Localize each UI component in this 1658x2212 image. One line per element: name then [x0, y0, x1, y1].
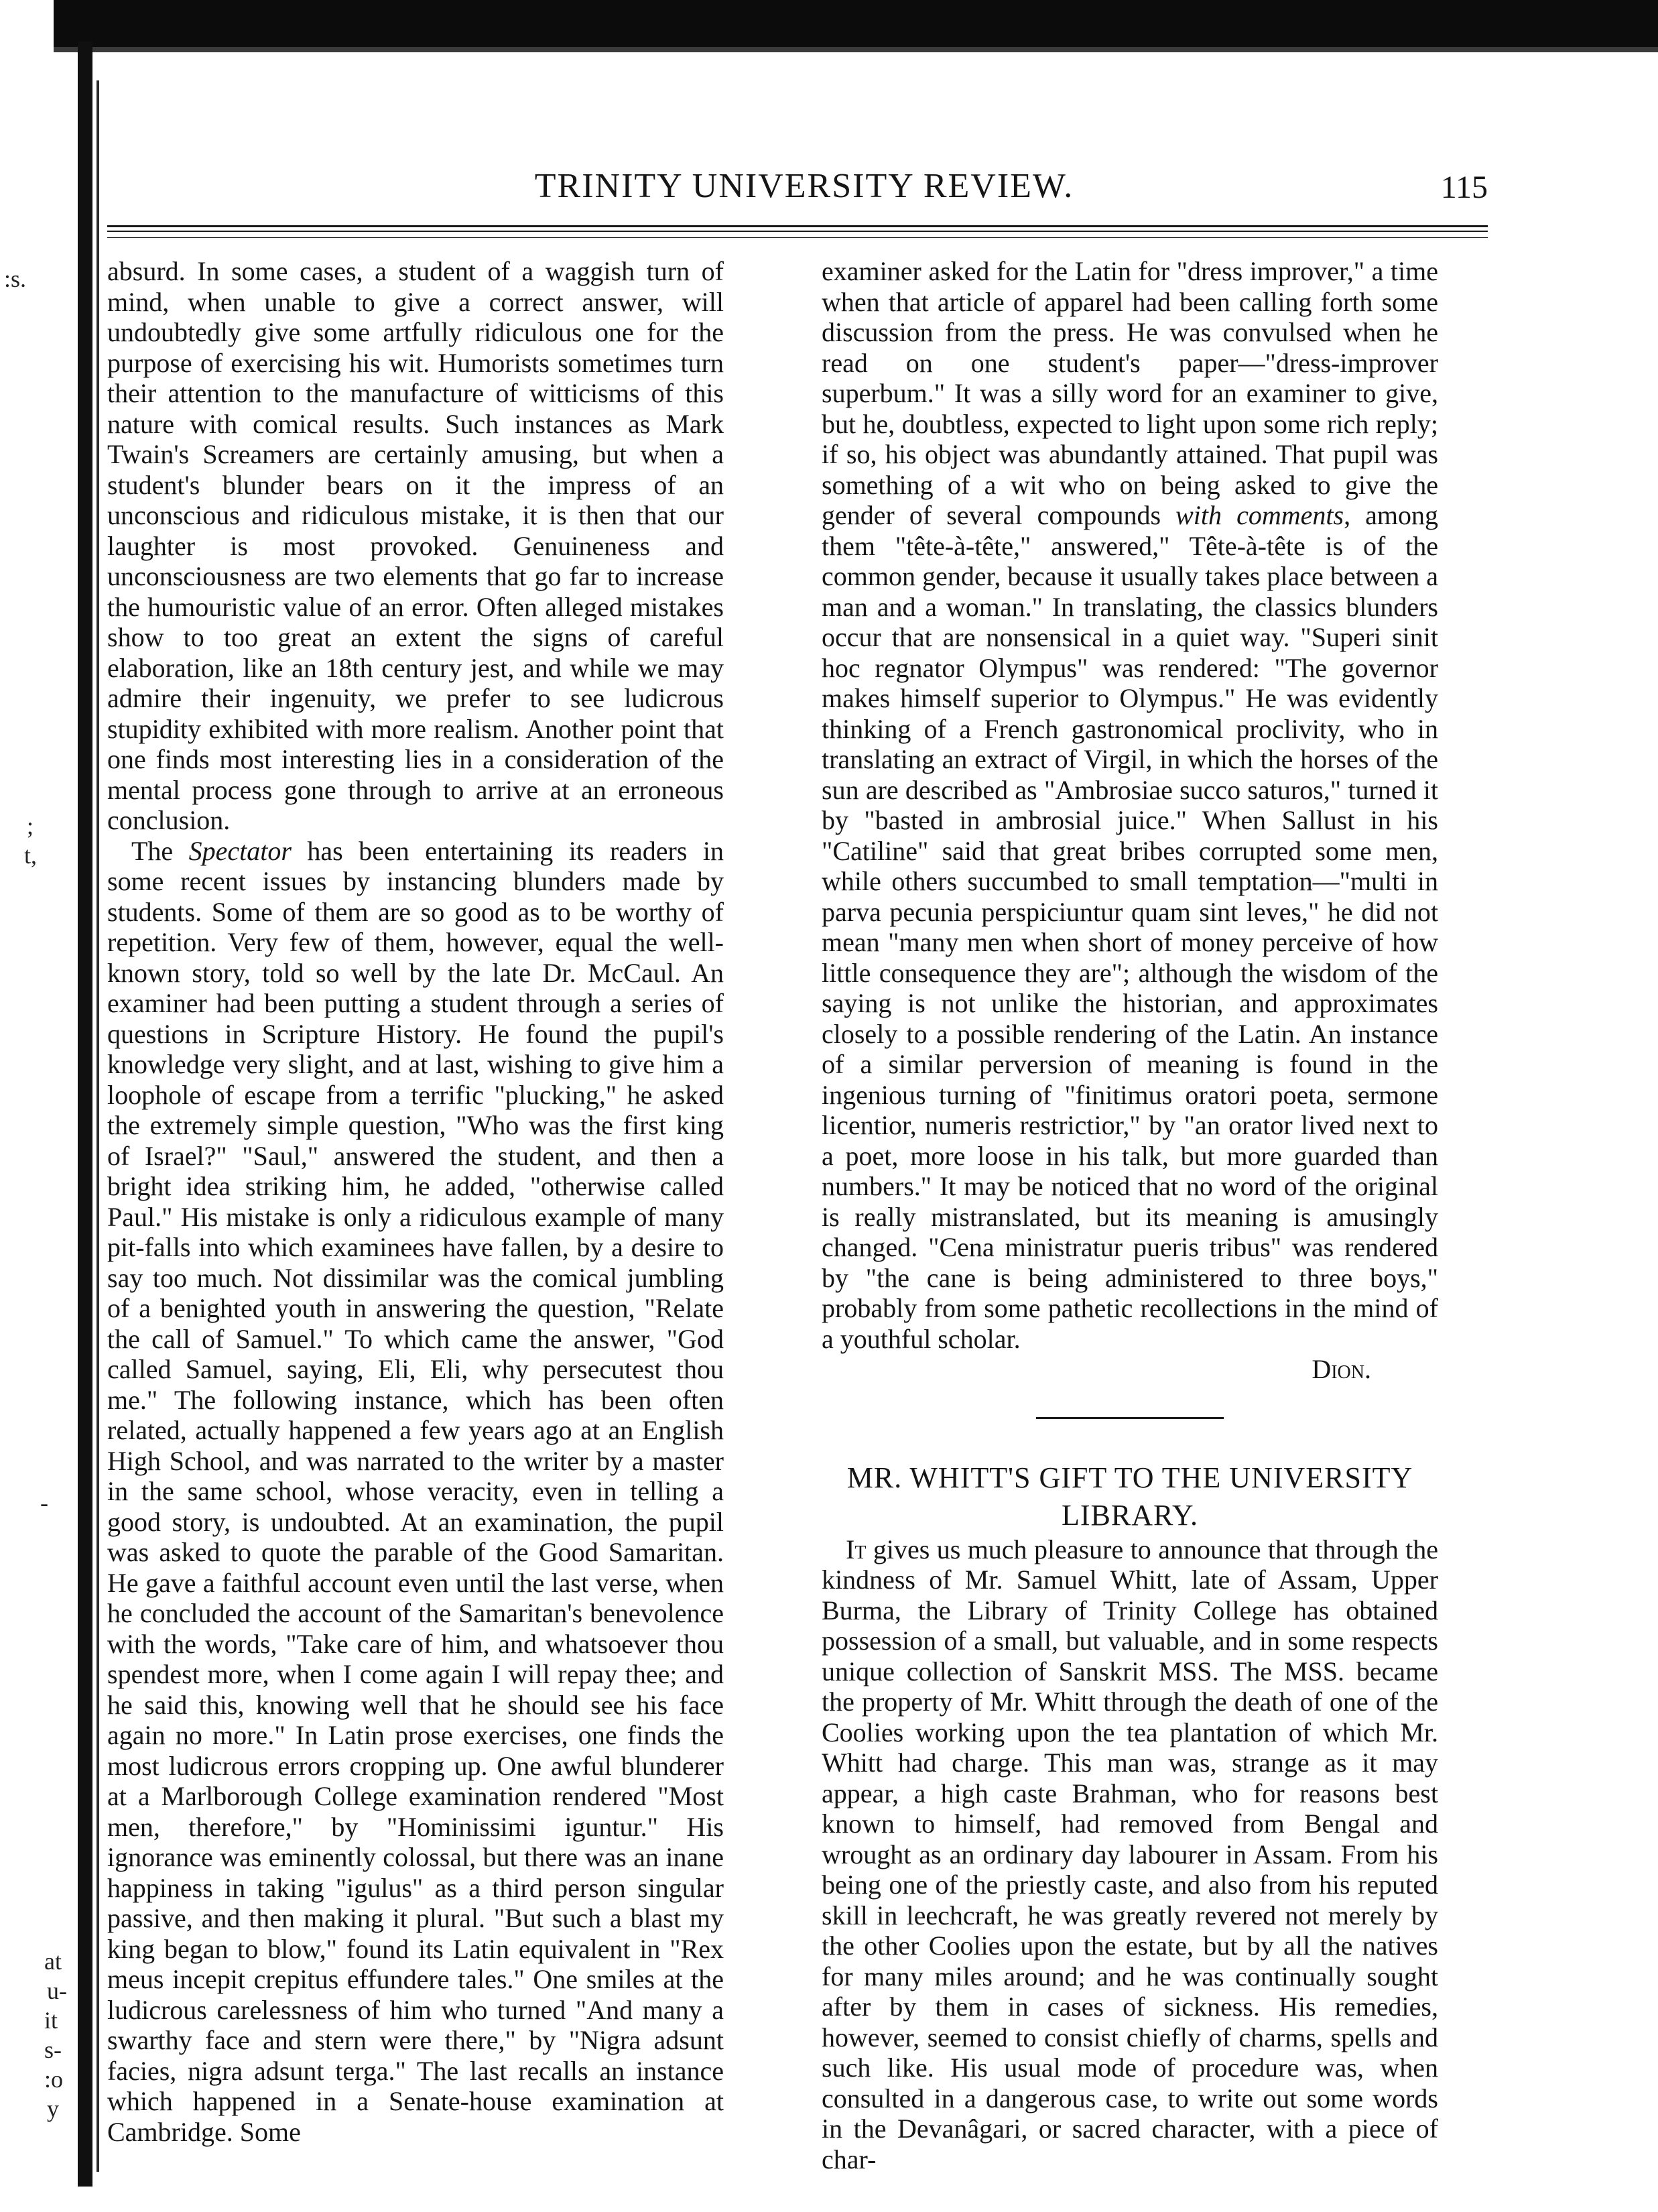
right-column	[822, 256, 1438, 2174]
margin-fragment: ;	[27, 812, 34, 839]
scan-top-edge	[54, 0, 1658, 47]
margin-fragment: it	[44, 2007, 58, 2034]
paragraph	[107, 836, 724, 2148]
margin-fragment: t,	[24, 842, 38, 869]
margin-fragment: :s.	[4, 265, 27, 292]
header-rule	[107, 225, 1488, 227]
text-run: examiner asked for the Latin for "dress improver," a time when that article of apparel had been calling forth some discussion from the press. He was convulsed when he read on one student's paper—"dress-improver superbum." It was a silly word for an examiner to give, but he, doubtless, expected to light upon some rich reply; if so, his object was abundantly attained. That pupil was something of a wit who on being asked to give the gender of several compounds	[822, 256, 1438, 530]
header-rule	[107, 231, 1488, 232]
paragraph	[822, 256, 1438, 1354]
section-divider	[1036, 1417, 1224, 1419]
text-run: has been entertaining its readers in some recent issues by instancing blunders made by students. Some of them are so good as to be worthy of repetition. Very few of them, however, equal the well-known story, told so well by the late Dr. McCaul. An examiner had been putting a student through a series of questions in Scripture History. He found the pupil's knowledge very slight, and at last, wishing to give him a loophole of escape from a terrific "plucking," he asked the extremely simple question, "Who was the first king of Israel?" "Saul," answered the student, and then a bright idea striking him, he added, "otherwise called Paul." His mistake is only a ridiculous example of many pit-falls into which examinees have fallen, by a desire to say too much. Not dissimilar was the comical jumbling of a benighted youth in answering the question, "Relate the call of Samuel." To which came the answer, "God called Samuel, saying, Eli, Eli, why persecutest thou me." The following instance, which has been often related, actually happened a few years ago at an English High School, and was narrated to the writer by a master in the same school, whose veracity, even in telling a good story, is undoubted. At an examination, the pupil was asked to quote the parable of the Good Samaritan. He gave a faithful account even until the last verse, when he concluded the account of the Samaritan's benevolence with the words, "Take care of him, and whatsoever thou spendest more, when I come again I will repay thee; and he said this, knowing well that he should see his face again no more." In Latin prose exercises, one finds the most ludicrous errors cropping up. One awful blunderer at a Marlborough College examination rendered "Most men, therefore," by "Hominissimi iguntur." His ignorance was eminently colossal, but there was an inane happiness in taking "igulus" as a third person singular passive, and then making it plural. "But such a blast my king began to blow," found its Latin equivalent in "Rex meus incepit crepitus effundere tales." One smiles at the ludicrous carelessness of him who turned "And many a swarthy face and stern were there," by "Nigra adsunt facies, nigra adsunt terga." The last recalls an instance which happened in a Senate-house examination at Cambridge. Some	[107, 835, 724, 2147]
paragraph	[822, 1534, 1438, 2175]
margin-fragment: -	[40, 1489, 48, 1516]
author-signature: Dion.	[1312, 1354, 1371, 1384]
running-title: TRINITY UNIVERSITY REVIEW.	[534, 167, 1074, 205]
text-run: , among them "tête-à-tête," answered," Tête-à-tête is of the common gender, because it usually takes place between a man and a woman." In translating, the classics blunders occur that are nonsensical in a quiet way. "Superi sinit hoc regnator Olympus" was rendered: "The governor makes himself superior to Olympus." He was evidently thinking of a French gastronomical proclivity, who in translating an extract of Virgil, in which the horses of the sun are described as "Ambrosiae succo saturos," turned it by "basted in ambrosial juice." When Sallust in his "Catiline" said that great bribes corrupted some men, while others succumbed to small temptation—"multi in parva pecunia perspiciuntur quam sint leves," he did not mean "many men when short of money perceive of how little consequence they are"; although the wisdom of the saying is not unlike the historian, and approximates closely to a possible rendering of the Latin. An instance of a similar perversion of meaning is found in the ingenious turning of "finitimus oratori poeta, sermone licentior, numeris restrictior," by "an orator lived next to a poet, more loose in his talk, but more guarded than numbers." It may be noticed that no word of the original is really mistranslated, but its meaning is amusingly changed. "Cena ministratur pueris tribus" was rendered by "the cane is being administered to three boys," probably from some pathetic recollections in the mind of a youthful scholar.	[822, 500, 1438, 1354]
opening-word: It	[846, 1534, 867, 1564]
publication-title: Spectator	[188, 835, 292, 866]
left-column	[107, 256, 724, 2147]
scan-top-edge-shadow	[54, 47, 1658, 52]
text-run: The	[131, 835, 189, 866]
page-binding-edge	[78, 42, 92, 2187]
facing-page-margin	[0, 0, 74, 2212]
paragraph: absurd. In some cases, a student of a waggish turn of mind, when unable to give a correct answer, will undoubtedly give some artfully ridiculous one for the purpose of exercising his wit. Humorists sometimes turn their attention to the manufacture of witticisms of this nature with comical results. Such instances as Mark Twain's Screamers are certainly amusing, but when a student's blunder bears on it the impress of an unconscious and ridiculous mistake, it is then that our laughter is most provoked. Genuineness and unconsciousness are two elements that go far to increase the humouristic value of an error. Often alleged mistakes show to too great an extent the signs of careful elaboration, like an 18th century jest, and while we may admire their ingenuity, we prefer to see ludicrous stupidity exhibited with more realism. Another point that one finds most interesting lies in a consideration of the mental process gone through to arrive at an erroneous conclusion.	[107, 256, 724, 835]
article-title: MR. WHITT'S GIFT TO THE UNIVERSITY LIBRARY.	[846, 1461, 1413, 1532]
margin-fragment: u-	[47, 1977, 67, 2004]
margin-fragment: at	[44, 1948, 62, 1975]
margin-fragment: s-	[44, 2036, 62, 2063]
margin-fragment: :o	[44, 2066, 64, 2093]
text-run: gives us much pleasure to announce that through the kindness of Mr. Samuel Whitt, late of Assam, Upper Burma, the Library of Trinity College has obtained possession of a small, but valuable, and in some respects unique collection of Sanskrit MSS. The MSS. became the property of Mr. Whitt through the death of one of the Coolies working upon the tea plantation of which Mr. Whitt had charge. This man was, strange as it may appear, a high caste Brahman, who for reasons best known to himself, had removed from Bengal and wrought as an ordinary day labourer in Assam. From his being one of the priestly caste, and also from his reputed skill in leechcraft, he was greatly revered not merely by the other Coolies upon the estate, but by all the natives for many miles around; and he was continually sought after by them in cases of sickness. His remedies, however, seemed to consist chiefly of charms, spells and such like. His usual mode of procedure was, when consulted in a dangerous case, to write out some words in the Devanâgari, or sacred character, with a piece of char-	[822, 1534, 1438, 2174]
header-rule	[107, 237, 1488, 238]
page-binding-line	[97, 80, 99, 2172]
italic-phrase: with comments	[1175, 500, 1344, 530]
page-number: 115	[1440, 170, 1488, 205]
margin-fragment: y	[47, 2095, 59, 2122]
